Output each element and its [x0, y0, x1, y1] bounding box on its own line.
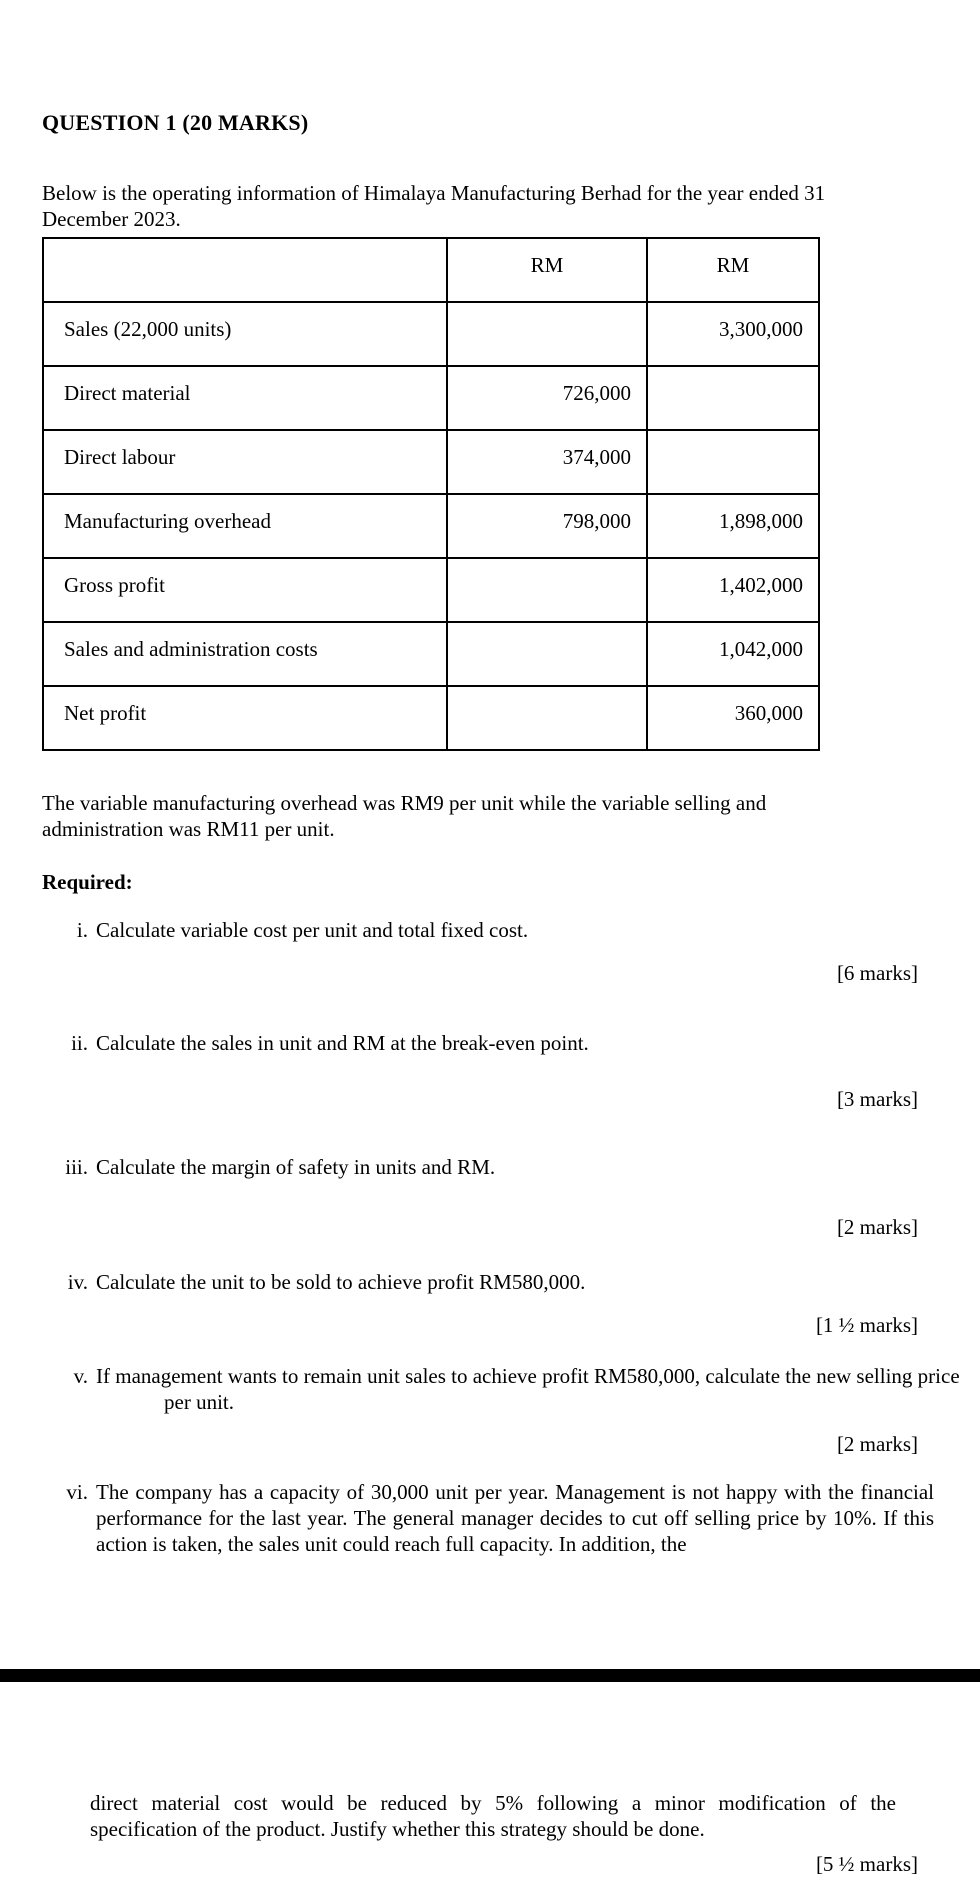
row-rm1 [447, 558, 647, 622]
row-label: Direct material [43, 366, 447, 430]
row-rm1: 798,000 [447, 494, 647, 558]
row-rm2: 1,898,000 [647, 494, 819, 558]
operating-info-table [42, 237, 820, 751]
marks-label-i: [6 marks] [836, 961, 918, 985]
requirement-item-v [42, 1363, 980, 1415]
row-label: Net profit [43, 686, 447, 750]
row-rm1: 726,000 [447, 366, 647, 430]
table-header-rm2: RM [647, 238, 819, 302]
row-label: Direct labour [43, 430, 447, 494]
marks-label-iv: [1 ½ marks] [815, 1313, 918, 1337]
variable-cost-note: The variable manufacturing overhead was RM9 per unit while the variable selling and administration was RM11 per unit. [42, 791, 767, 841]
item-text: If management wants to remain unit sales to achieve profit RM580,000, calculate the new selling price per unit. [96, 1364, 960, 1414]
row-label: Sales and administration costs [43, 622, 447, 686]
table-row [43, 494, 819, 558]
table-row [43, 430, 819, 494]
row-rm1 [447, 686, 647, 750]
item-text: Calculate the sales in unit and RM at the break-even point. [96, 1031, 589, 1055]
table-header-row [43, 238, 819, 302]
row-rm2: 1,402,000 [647, 558, 819, 622]
page-break-bar [0, 1669, 980, 1682]
item-text: Calculate variable cost per unit and total fixed cost. [96, 918, 529, 942]
item-number: iv. [67, 1270, 88, 1294]
item-text: Calculate the unit to be sold to achieve profit RM580,000. [96, 1270, 586, 1294]
required-heading: Required: [42, 870, 133, 894]
marks-label-ii: [3 marks] [836, 1087, 918, 1111]
row-label: Gross profit [43, 558, 447, 622]
intro-paragraph: Below is the operating information of Himalaya Manufacturing Berhad for the year ended 31 December 2023. [42, 181, 826, 231]
table-header-rm1: RM [447, 238, 647, 302]
row-rm1 [447, 302, 647, 366]
row-rm2: 1,042,000 [647, 622, 819, 686]
table-row [43, 686, 819, 750]
table-header-blank [43, 238, 447, 302]
item-text: Calculate the margin of safety in units and RM. [96, 1155, 496, 1179]
row-rm1 [447, 622, 647, 686]
requirement-item-i [42, 917, 980, 943]
row-rm2: 3,300,000 [647, 302, 819, 366]
item-number: i. [76, 918, 88, 942]
continuation-paragraph: direct material cost would be reduced by 5% following a minor modification of the specification of the product. Justify whether this strategy should be done. [90, 1791, 896, 1841]
row-rm2 [647, 366, 819, 430]
item-number: vi. [66, 1480, 88, 1504]
item-number: ii. [71, 1031, 88, 1055]
item-number: iii. [65, 1155, 88, 1179]
marks-label-iii: [2 marks] [836, 1215, 918, 1239]
table-row [43, 622, 819, 686]
question-title: QUESTION 1 (20 MARKS) [42, 110, 309, 135]
requirement-item-vi [42, 1479, 980, 1557]
row-label: Manufacturing overhead [43, 494, 447, 558]
item-text: The company has a capacity of 30,000 unit per year. Management is not happy with the financial performance for the last year. The general manager decides to cut off selling price by 10%. If this action is taken, the sales unit could reach full capacity. In addition, the [96, 1480, 934, 1556]
requirement-item-iii [42, 1154, 980, 1180]
row-rm2: 360,000 [647, 686, 819, 750]
requirement-item-ii [42, 1030, 980, 1056]
table-row [43, 558, 819, 622]
row-rm1: 374,000 [447, 430, 647, 494]
table-row [43, 366, 819, 430]
table-row [43, 302, 819, 366]
requirements-list [0, 917, 980, 1557]
marks-label-v: [2 marks] [836, 1432, 918, 1456]
requirement-item-iv [42, 1269, 980, 1295]
marks-label-vi: [5 ½ marks] [815, 1852, 918, 1876]
item-number: v. [73, 1364, 88, 1388]
row-label: Sales (22,000 units) [43, 302, 447, 366]
row-rm2 [647, 430, 819, 494]
